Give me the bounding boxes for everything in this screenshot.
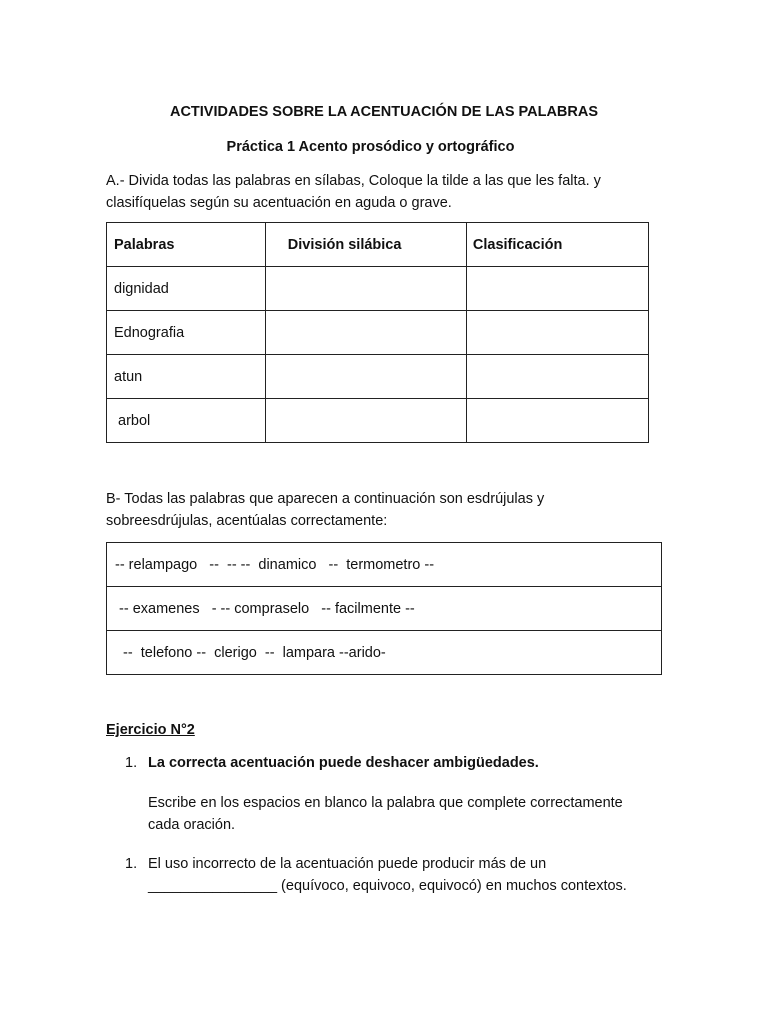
table-row (107, 311, 649, 355)
syllable-division-cell[interactable] (265, 355, 466, 399)
table-row (107, 267, 649, 311)
section-b-instruction-line2: sobreesdrújulas, acentúalas correctamente: (106, 513, 388, 529)
table-row (107, 587, 662, 631)
exercise-2-question (148, 853, 668, 897)
exercise-2-item-title: La correcta acentuación puede deshacer ambigüedades. (148, 755, 539, 771)
word-cell: dignidad (107, 267, 266, 311)
word-cell: atun (107, 355, 266, 399)
syllable-table (106, 222, 649, 443)
exercise-2-instruction (148, 792, 668, 836)
exercise-2-question-line1: El uso incorrecto de la acentuación puede producir más de un (148, 856, 547, 872)
section-a-instruction-line1: A.- Divida todas las palabras en sílabas, Coloque la tilde a las que les falta. y (106, 173, 601, 189)
classification-cell[interactable] (466, 267, 648, 311)
section-a-instruction-line2: clasifíquelas según su acentuación en aguda o grave. (106, 195, 452, 211)
document-subtitle: Práctica 1 Acento prosódico y ortográfico (226, 139, 515, 155)
section-a-instruction (106, 170, 666, 214)
word-list-cell[interactable]: -- relampago -- -- -- dinamico -- termometro -- (107, 543, 662, 587)
exercise-2-heading: Ejercicio N°2 (106, 722, 195, 738)
list-number: 1. (125, 755, 138, 771)
exercise-2-instruction-line1: Escribe en los espacios en blanco la palabra que complete correctamente (148, 795, 623, 811)
document-title: ACTIVIDADES SOBRE LA ACENTUACIÓN DE LAS PALABRAS (169, 104, 599, 120)
esdrujulas-table (106, 542, 662, 675)
section-b-instruction (106, 488, 666, 532)
section-b-instruction-line1: B- Todas las palabras que aparecen a continuación son esdrújulas y (106, 491, 545, 507)
syllable-table-header-row (107, 223, 649, 267)
syllable-division-cell[interactable] (265, 311, 466, 355)
list-number: 1. (125, 856, 138, 872)
word-cell: arbol (107, 399, 266, 443)
exercise-2-question-line2[interactable]: ________________ (equívoco, equivoco, equivocó) en muchos contextos. (148, 878, 627, 894)
word-list-cell[interactable]: -- telefono -- clerigo -- lampara --arido- (107, 631, 662, 675)
table-row (107, 543, 662, 587)
syllable-division-cell[interactable] (265, 399, 466, 443)
word-cell: Ednografia (107, 311, 266, 355)
table-row (107, 399, 649, 443)
exercise-2-instruction-line2: cada oración. (148, 817, 236, 833)
classification-cell[interactable] (466, 311, 648, 355)
table-row (107, 631, 662, 675)
classification-cell[interactable] (466, 355, 648, 399)
classification-cell[interactable] (466, 399, 648, 443)
table-row (107, 355, 649, 399)
header-clasificacion: Clasificación (466, 223, 648, 267)
syllable-division-cell[interactable] (265, 267, 466, 311)
header-palabras: Palabras (107, 223, 266, 267)
header-division-silabica: División silábica (265, 223, 466, 267)
word-list-cell[interactable]: -- examenes - -- compraselo -- facilmente -- (107, 587, 662, 631)
